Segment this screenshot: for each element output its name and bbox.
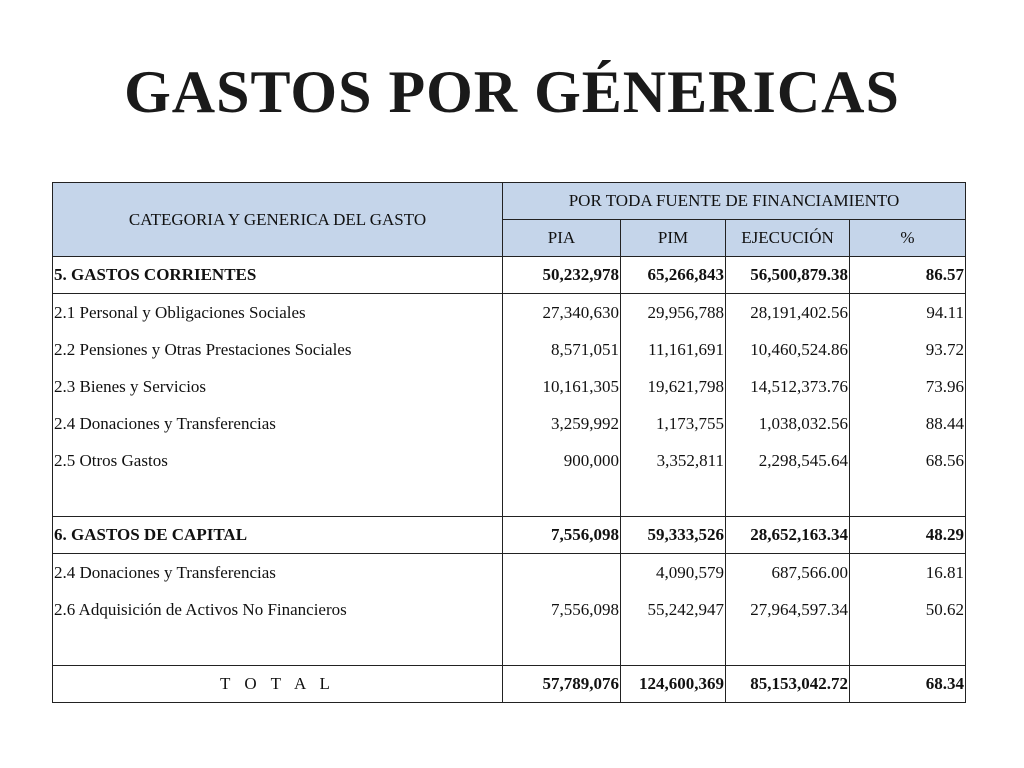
item-pct: 50.62 [850, 591, 966, 628]
table-row [53, 554, 966, 592]
item-ejecucion: 1,038,032.56 [726, 405, 850, 442]
item-pct: 68.56 [850, 442, 966, 479]
table-row [53, 591, 966, 628]
item-pim: 11,161,691 [621, 331, 726, 368]
item-pct: 73.96 [850, 368, 966, 405]
total-pim: 124,600,369 [621, 666, 726, 703]
item-pct: 93.72 [850, 331, 966, 368]
item-pia: 3,259,992 [503, 405, 621, 442]
item-pia: 7,556,098 [503, 591, 621, 628]
spacer-row [53, 479, 966, 517]
item-pia: 8,571,051 [503, 331, 621, 368]
total-row [53, 666, 966, 703]
category-pim: 65,266,843 [621, 257, 726, 294]
item-pim: 4,090,579 [621, 554, 726, 592]
item-pim: 55,242,947 [621, 591, 726, 628]
item-ejecucion: 687,566.00 [726, 554, 850, 592]
item-pia: 900,000 [503, 442, 621, 479]
table-row [53, 331, 966, 368]
table-row [53, 405, 966, 442]
header-ejecucion: EJECUCIÓN [726, 220, 850, 257]
header-pim: PIM [621, 220, 726, 257]
item-name: 2.3 Bienes y Servicios [53, 368, 503, 405]
table-row [53, 442, 966, 479]
item-pct: 94.11 [850, 294, 966, 332]
item-ejecucion: 2,298,545.64 [726, 442, 850, 479]
category-ejecucion: 28,652,163.34 [726, 517, 850, 554]
category-row [53, 257, 966, 294]
item-name: 2.1 Personal y Obligaciones Sociales [53, 294, 503, 332]
item-pct: 88.44 [850, 405, 966, 442]
item-name: 2.2 Pensiones y Otras Prestaciones Sociales [53, 331, 503, 368]
item-name: 2.5 Otros Gastos [53, 442, 503, 479]
category-row [53, 517, 966, 554]
table-row [53, 294, 966, 332]
item-pim: 3,352,811 [621, 442, 726, 479]
item-pia [503, 554, 621, 592]
page-title: GASTOS POR GÉNERICAS [124, 59, 900, 125]
item-name: 2.4 Donaciones y Transferencias [53, 405, 503, 442]
category-pct: 86.57 [850, 257, 966, 294]
item-pia: 10,161,305 [503, 368, 621, 405]
category-pia: 7,556,098 [503, 517, 621, 554]
total-pia: 57,789,076 [503, 666, 621, 703]
item-name: 2.4 Donaciones y Transferencias [53, 554, 503, 592]
item-pim: 19,621,798 [621, 368, 726, 405]
category-pia: 50,232,978 [503, 257, 621, 294]
item-pim: 29,956,788 [621, 294, 726, 332]
item-pim: 1,173,755 [621, 405, 726, 442]
item-name: 2.6 Adquisición de Activos No Financieros [53, 591, 503, 628]
item-pia: 27,340,630 [503, 294, 621, 332]
total-ejecucion: 85,153,042.72 [726, 666, 850, 703]
category-name: 5. GASTOS CORRIENTES [53, 257, 503, 294]
item-ejecucion: 14,512,373.76 [726, 368, 850, 405]
category-pim: 59,333,526 [621, 517, 726, 554]
table-row [53, 368, 966, 405]
spacer-row [53, 628, 966, 666]
total-pct: 68.34 [850, 666, 966, 703]
item-ejecucion: 27,964,597.34 [726, 591, 850, 628]
total-label: T O T A L [53, 666, 503, 703]
category-name: 6. GASTOS DE CAPITAL [53, 517, 503, 554]
header-group: POR TODA FUENTE DE FINANCIAMIENTO [503, 183, 966, 220]
gastos-table [52, 182, 966, 703]
item-pct: 16.81 [850, 554, 966, 592]
item-ejecucion: 28,191,402.56 [726, 294, 850, 332]
category-ejecucion: 56,500,879.38 [726, 257, 850, 294]
header-pia: PIA [503, 220, 621, 257]
category-pct: 48.29 [850, 517, 966, 554]
header-category: CATEGORIA Y GENERICA DEL GASTO [53, 183, 503, 257]
header-pct: % [850, 220, 966, 257]
item-ejecucion: 10,460,524.86 [726, 331, 850, 368]
